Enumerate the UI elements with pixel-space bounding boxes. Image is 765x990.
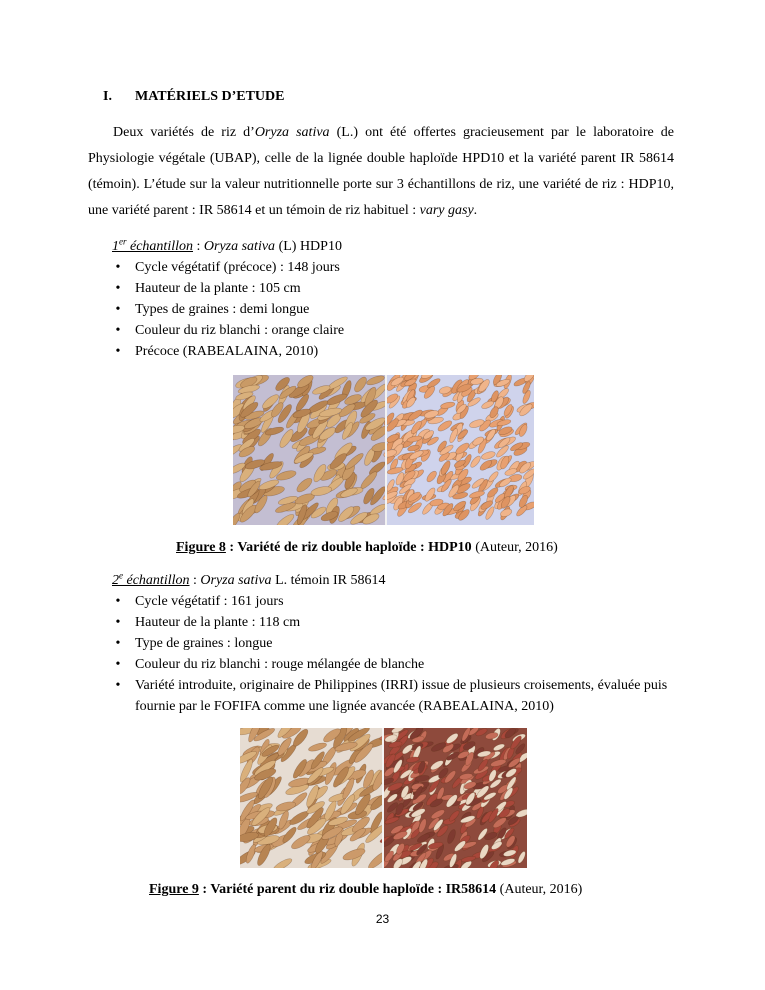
bullet-text: Couleur du riz blanchi : orange claire (135, 323, 345, 338)
sample-2-heading (112, 570, 386, 591)
sample-2-sep: : (189, 573, 201, 588)
intro-text-2: (L.) ont été offertes gracieusement par le laboratoire de Physiologie végétale (UBAP), celle de la lignée double haploïde HPD10 et la variété parent IR 58614 (témoin). L’étude sur la valeur nutritionnelle porte sur 3 échantillons de riz, une variété de riz : HDP10, une variété parent : IR 58614 et un témoin de riz habituel : (88, 125, 675, 218)
figure-9-photo (240, 728, 527, 868)
bullet-text: Couleur du riz blanchi : rouge mélangée de blanche (135, 657, 425, 672)
sample-2-number: 2 (112, 573, 119, 588)
bullet-text: Cycle végétatif (précoce) : 148 jours (135, 260, 340, 275)
intro-paragraph (88, 120, 674, 224)
sample-1-label: échantillon (126, 239, 193, 254)
bullet-icon: • (115, 636, 121, 651)
list-item (112, 654, 672, 675)
sample-2-variety: L. témoin IR 58614 (271, 573, 386, 588)
bullet-text: Types de graines : demi longue (135, 302, 310, 317)
bullet-icon: • (115, 615, 121, 630)
figure-8-photo (233, 375, 534, 525)
section-title: MATÉRIELS D’ETUDE (135, 89, 285, 104)
bullet-icon: • (115, 657, 121, 672)
bullet-text: Précoce (RABEALAINA, 2010) (135, 344, 319, 359)
section-number: I. (103, 89, 112, 104)
page-number: 23 (375, 912, 390, 926)
figure-9-caption (149, 882, 582, 898)
figure-9-credit: (Auteur, 2016) (496, 882, 583, 897)
figure-9-title: : Variété parent du riz double haploïde : IR58614 (198, 882, 497, 897)
list-item (112, 299, 672, 320)
list-item (112, 278, 672, 299)
list-item (112, 257, 672, 278)
list-item (112, 612, 672, 633)
intro-text-3: . (473, 203, 478, 218)
list-item (112, 591, 672, 612)
list-item (112, 633, 672, 654)
bullet-text: Hauteur de la plante : 105 cm (135, 281, 301, 296)
bullet-icon: • (115, 323, 121, 338)
sample-1-number: 1 (112, 239, 119, 254)
bullet-icon: • (115, 260, 121, 275)
figure-8-title: : Variété de riz double haploïde : HDP10 (225, 540, 472, 555)
bullet-text: Hauteur de la plante : 118 cm (135, 615, 301, 630)
sample-1-variety: (L) HDP10 (275, 239, 342, 254)
sample-1-heading (112, 236, 342, 257)
sample-2-list (112, 591, 672, 717)
sample-1-list (112, 257, 672, 362)
bullet-text: Cycle végétatif : 161 jours (135, 594, 284, 609)
figure-8-credit: (Auteur, 2016) (471, 540, 558, 555)
bullet-text: Type de graines : longue (135, 636, 273, 651)
bullet-icon: • (115, 344, 121, 359)
bullet-icon: • (115, 594, 121, 609)
bullet-icon: • (115, 281, 121, 296)
sample-2-label: échantillon (123, 573, 190, 588)
bullet-icon: • (115, 678, 121, 693)
bullet-icon: • (115, 302, 121, 317)
sample-1-species: Oryza sativa (203, 239, 276, 254)
section-heading (103, 89, 285, 105)
list-item (112, 675, 672, 717)
sample-2-species: Oryza sativa (200, 573, 272, 588)
intro-species: Oryza sativa (254, 125, 330, 140)
list-item (112, 320, 672, 341)
figure-8-caption (176, 540, 558, 556)
sample-1-sup: er (119, 236, 127, 247)
bullet-text: Variété introduite, originaire de Philippines (IRRI) issue de plusieurs croisements, évaluée puis fournie par le FOFIFA comme une lignée avancée (RABEALAINA, 2010) (135, 678, 668, 714)
intro-text-1: Deux variétés de riz d’ (113, 125, 255, 140)
sample-2-sup: e (119, 570, 123, 581)
figure-8-label: Figure 8 (176, 540, 226, 555)
list-item (112, 341, 672, 362)
figure-9-label: Figure 9 (149, 882, 199, 897)
intro-vary-gasy: vary gasy (419, 203, 474, 218)
sample-1-sep: : (193, 239, 204, 254)
